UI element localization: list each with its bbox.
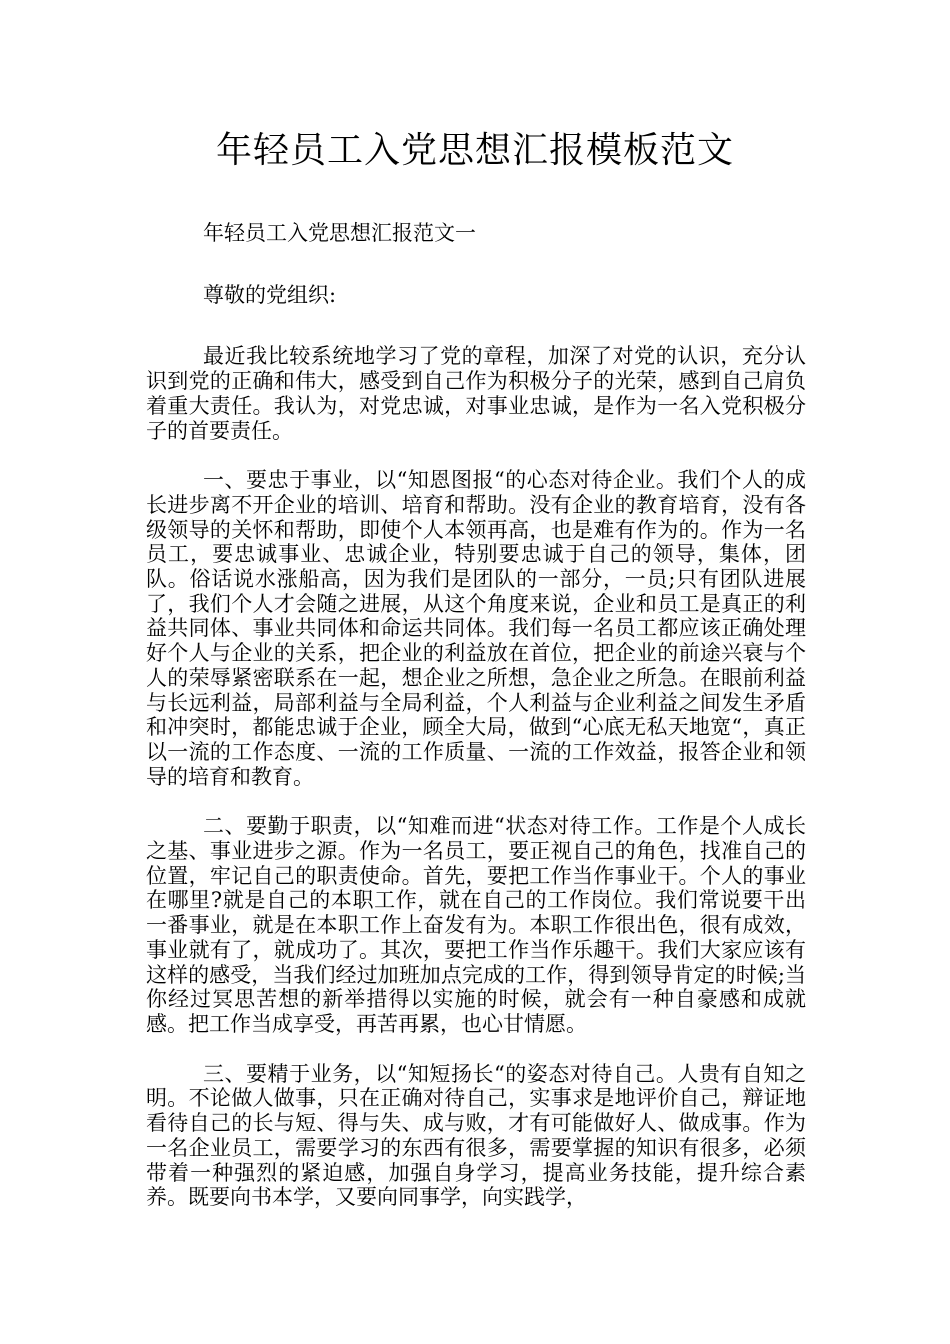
section-heading: 年轻员工入党思想汇报范文一 <box>203 221 476 245</box>
paragraph-point-three: 三、要精于业务，以“知短扬长“的姿态对待自己。人贵有自知之明。不论做人做事，只在正确对待自己，实事求是地评价自己，辩证地看待自己的长与短、得与失、成与败，才有可能做好人、做成事。作为一名企业员工，需要学习的东西有很多，需要掌握的知识有很多，必须带着一种强烈的紧迫感，加强自身学习，提高业务技能，提升综合素养。既要向书本学，又要向同事学，向实践学， <box>146 1061 806 1210</box>
document-body <box>146 221 806 1235</box>
salutation: 尊敬的党组织: <box>203 282 337 307</box>
paragraph-point-one: 一、要忠于事业，以“知恩图报“的心态对待企业。我们个人的成长进步离不开企业的培训、培育和帮助。没有企业的教育培育，没有各级领导的关怀和帮助，即使个人本领再高，也是难有作为的。作为一名员工，要忠诚事业、忠诚企业，特别要忠诚于自己的领导，集体，团队。俗话说水涨船高，因为我们是团队的一部分，一员;只有团队进展了，我们个人才会随之进展，从这个角度来说，企业和员工是真正的利益共同体、事业共同体和命运共同体。我们每一名员工都应该正确处理好个人与企业的关系，把企业的利益放在首位，把企业的前途兴衰与个人的荣辱紧密联系在一起，想企业之所想，急企业之所急。在眼前利益与长远利益，局部利益与全局利益，个人利益与企业利益之间发生矛盾和冲突时，都能忠诚于企业，顾全大局，做到“心底无私天地宽“，真正以一流的工作态度、一流的工作质量、一流的工作效益，报答企业和领导的培育和教育。 <box>146 468 806 789</box>
document-title: 年轻员工入党思想汇报模板范文 <box>215 130 734 171</box>
paragraph-point-two: 二、要勤于职责，以“知难而进“状态对待工作。工作是个人成长之基、事业进步之源。作为一名员工，要正视自己的角色，找准自己的位置，牢记自己的职责使命。首先，要把工作当作事业干。个人的事业在哪里?就是自己的本职工作，就在自己的工作岗位。我们常说要干出一番事业，就是在本职工作上奋发有为。本职工作很出色，很有成效，事业就有了，就成功了。其次，要把工作当作乐趣干。我们大家应该有这样的感受，当我们经过加班加点完成的工作，得到领导肯定的时候;当你经过冥思苦想的新举措得以实施的时候，就会有一种自豪感和成就感。把工作当成享受，再苦再累，也心甘情愿。 <box>146 814 806 1036</box>
paragraph-intro: 最近我比较系统地学习了党的章程，加深了对党的认识，充分认识到党的正确和伟大，感受到自己作为积极分子的光荣，感到自己肩负着重大责任。我认为，对党忠诚，对事业忠诚，是作为一名入党积极分子的首要责任。 <box>146 344 806 443</box>
